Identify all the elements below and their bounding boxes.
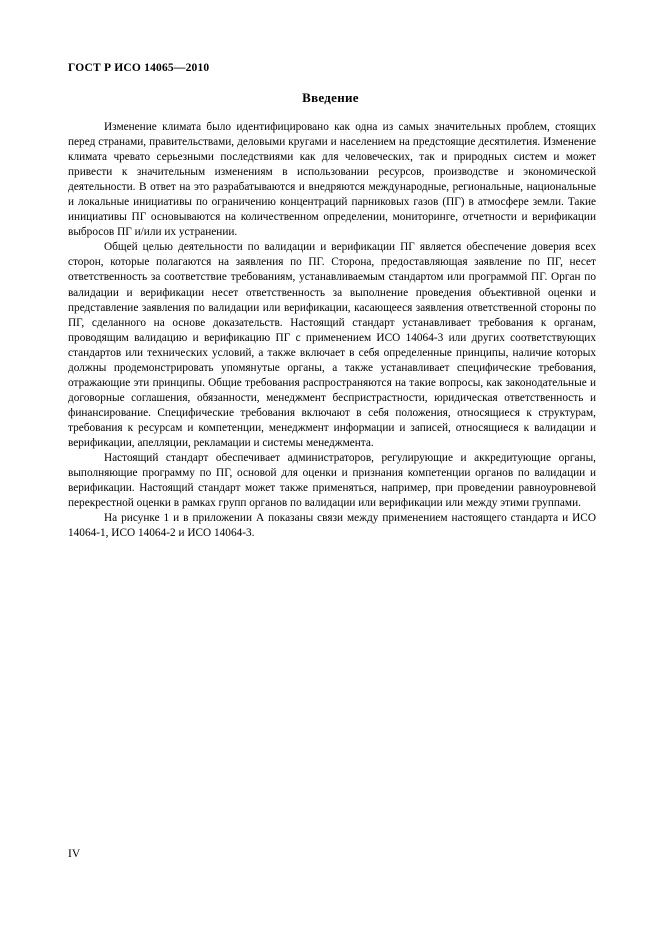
paragraph: Настоящий стандарт обеспечивает администраторов, регулирующие и аккредитующие органы, выполняющие программу по ПГ, основой для оценки и признания компетенции органов по валидации и верификации. Настоящий стандарт может также применяться, например, при проведении равноуровневой перекрестной оценки в рамках групп органов по валидации или верификации или между этими группами.	[68, 452, 596, 510]
paragraph: Общей целью деятельности по валидации и верификации ПГ является обеспечение доверия всех сторон, которые полагаются на заявления по ПГ. Сторона, предоставляющая заявление по ПГ, несет ответственность за соответствие требованиям, устанавливаемым стандартом или программой ПГ. Орган по валидации и верификации несет ответственность за выполнение проведения объективной оценки и представление заявления по валидации или верификации, касающееся заявления ответственной стороны по ПГ, сделанного на основе доказательств. Настоящий стандарт устанавливает требования к органам, проводящим валидацию и верификацию ПГ с применением ИСО 14064-3 или других соответствующих стандартов или технических условий, а также включает в себя определенные принципы, наличие которых должны продемонстрировать упомянутые органы, а также устанавливает специфические требования, отражающие эти принципы. Общие требования распространяются на такие вопросы, как законодательные и договорные соглашения, обязанности, менеджмент беспристрастности, юридическая ответственность и финансирование. Специфические требования включают в себя положения, относящиеся к структурам, требования к ресурсам и компетенции, менеджмент информации и записей, относящиеся к валидации и верификации, апелляции, рекламации и системы менеджмента.	[68, 241, 596, 449]
standard-designation-header: ГОСТ Р ИСО 14065—2010	[68, 62, 210, 74]
page-number: IV	[68, 848, 81, 860]
paragraph: На рисунке 1 и в приложении А показаны связи между применением настоящего стандарта и ИСО 14064-1, ИСО 14064-2 и ИСО 14064-3.	[68, 512, 596, 540]
section-title: Введение	[302, 90, 359, 105]
paragraph: Изменение климата было идентифицировано как одна из самых значительных проблем, стоящих перед странами, правительствами, деловыми кругами и населением на предстоящие десятилетия. Изменение климата чревато серьезными последствиями как для человеческих, так и природных систем и может привести к значительным изменениям в использовании ресурсов, производстве и экономической деятельности. В ответ на это разрабатываются и внедряются международные, региональные, национальные и локальные инициативы по ограничению концентраций парниковых газов (ПГ) в атмосфере земли. Такие инициативы ПГ основываются на количественном определении, мониторинге, отчетности и верификации выбросов ПГ и/или их устранении.	[68, 121, 596, 239]
body-text	[68, 120, 596, 541]
